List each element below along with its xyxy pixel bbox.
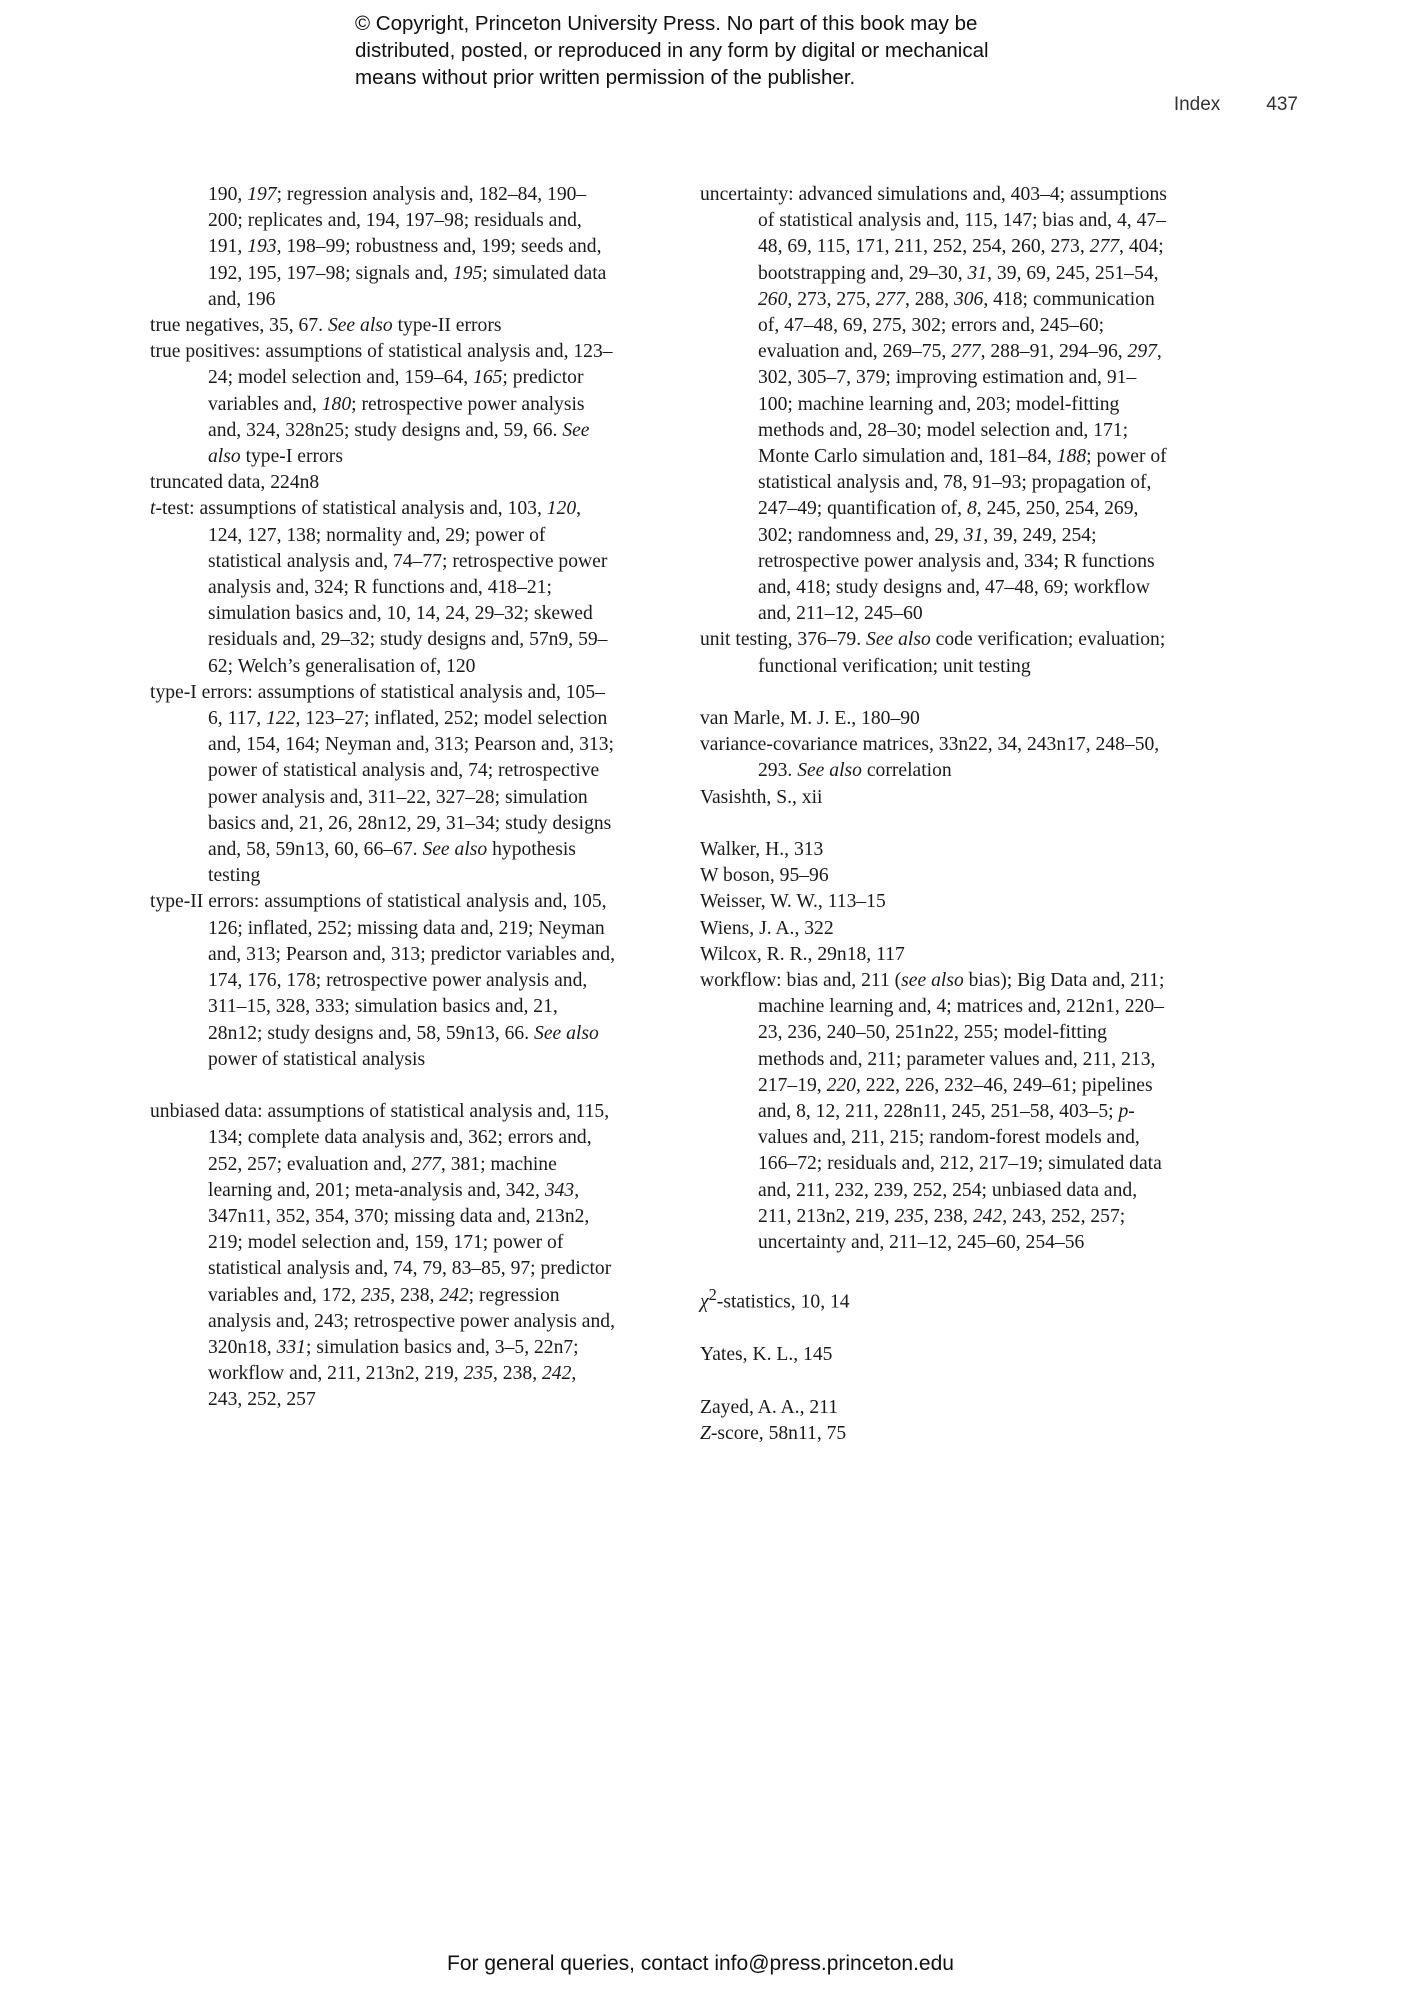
index-entry: true negatives, 35, 67. See also type-II errors — [150, 315, 502, 337]
index-entry: Zayed, A. A., 211 — [700, 1396, 839, 1418]
copyright-line: means without prior written permission of the publisher. — [355, 66, 856, 89]
index-entry: uncertainty: advanced simulations and, 403–4; assumptions of statistical analysis and, 115, 147; bias and, 4, 47–48, 69, 115, 171, 211, 252, 254, 260, 273, 277, 404; bootstrapping and, 29–30, 31, 39, 69, 245, 251–54, 260, 273, 275, 277, 288, 306, 418; communication of, 47–48, 69, 275, 302; errors and, 245–60; evaluation and, 269–75, 277, 288–91, 294–96, 297, 302, 305–7, 379; improving estimation and, 91–100; machine learning and, 203; model-fitting methods and, 28–30; model selection and, 171; Monte Carlo simulation and, 181–84, 188; power of statistical analysis and, 78, 91–93; propagation of, 247–49; quantification of, 8, 245, 250, 254, 269, 302; randomness and, 29, 31, 39, 249, 254; retrospective power analysis and, 334; R functions and, 418; study designs and, 47–48, 69; workflow and, 211–12, 245–60 — [700, 184, 1167, 625]
index-entry: workflow: bias and, 211 (see also bias); Big Data and, 211; machine learning and, 4; matrices and, 212n1, 220–23, 236, 240–50, 251n22, 255; model-fitting methods and, 211; parameter values and, 211, 213, 217–19, 220, 222, 226, 232–46, 249–61; pipelines and, 8, 12, 211, 228n11, 245, 251–58, 403–5; p-values and, 211, 215; random-forest models and, 166–72; residuals and, 212, 217–19; simulated data and, 211, 232, 239, 252, 254; unbiased data and, 211, 213n2, 219, 235, 238, 242, 243, 252, 257; uncertainty and, 211–12, 245–60, 254–56 — [700, 970, 1165, 1254]
index-group-gap — [700, 1256, 1170, 1282]
index-entry: Wilcox, R. R., 29n18, 117 — [700, 943, 905, 965]
index-entry: Z-score, 58n11, 75 — [700, 1423, 847, 1444]
index-entry: Weisser, W. W., 113–15 — [700, 891, 886, 913]
copyright-notice — [355, 10, 1115, 91]
copyright-line: © Copyright, Princeton University Press. No part of this book may be — [355, 12, 978, 35]
index-entry: Walker, H., 313 — [700, 839, 824, 861]
index-entry: type-I errors: assumptions of statistical analysis and, 105–6, 117, 122, 123–27; inflated, 252; model selection and, 154, 164; Neyman and, 313; Pearson and, 313; power of statistical analysis and, 74; retrospective power analysis and, 311–22, 327–28; simulation basics and, 21, 26, 28n12, 29, 31–34; study designs and, 58, 59n13, 60, 66–67. See also hypothesis testing — [150, 681, 614, 887]
index-entry: variance-covariance matrices, 33n22, 34, 243n17, 248–50, 293. See also correlation — [700, 734, 1160, 782]
index-group-gap — [700, 1316, 1170, 1342]
index-entry: Yates, K. L., 145 — [700, 1344, 833, 1366]
index-entry: Vasishth, S., xii — [700, 786, 823, 808]
index-column-left — [150, 182, 615, 1414]
index-entry: type-II errors: assumptions of statistical analysis and, 105, 126; inflated, 252; missing data and, 219; Neyman and, 313; Pearson and, 313; predictor variables and, 174, 176, 178; retrospective power analysis and, 311–15, 328, 333; simulation basics and, 21, 28n12; study designs and, 58, 59n13, 66. See also power of statistical analysis — [150, 891, 616, 1070]
index-entry: 190, 197; regression analysis and, 182–84, 190–200; replicates and, 194, 197–98; residuals and, 191, 193, 198–99; robustness and, 199; seeds and, 192, 195, 197–98; signals and, 195; simulated data and, 196 — [208, 184, 607, 310]
index-column-right — [700, 182, 1170, 1447]
index-entry: $\chi^2$-statistics, 10, 14 — [700, 1285, 850, 1314]
index-group-gap — [700, 680, 1170, 706]
index-entry: Wiens, J. A., 322 — [700, 917, 834, 939]
index-entry: W boson, 95–96 — [700, 865, 829, 887]
index-entry: unit testing, 376–79. See also code verification; evaluation; functional verification; unit testing — [700, 629, 1166, 677]
index-group-gap — [700, 1369, 1170, 1395]
running-head — [1174, 94, 1298, 116]
index-group-gap — [700, 811, 1170, 837]
copyright-line: distributed, posted, or reproduced in any form by digital or mechanical — [355, 39, 989, 62]
index-entry: true positives: assumptions of statistical analysis and, 123–24; model selection and, 159–64, 165; predictor variables and, 180; retrospective power analysis and, 324, 328n25; study designs and, 59, 66. See also type-I errors — [150, 341, 613, 468]
section-label: Index — [1173, 94, 1221, 115]
index-entry: t-test: assumptions of statistical analysis and, 103, 120, 124, 127, 138; normality and, 29; power of statistical analysis and, 74–77; retrospective power analysis and, 324; R functions and, 418–21; simulation basics and, 10, 14, 24, 29–32; skewed residuals and, 29–32; study designs and, 57n9, 59–62; Welch’s generalisation of, 120 — [150, 498, 608, 677]
footer-contact: For general queries, contact info@press.princeton.edu — [447, 1952, 954, 1975]
index-entry: truncated data, 224n8 — [150, 472, 320, 494]
index-entry: unbiased data: assumptions of statistical analysis and, 115, 134; complete data analysis and, 362; errors and, 252, 257; evaluation and, 277, 381; machine learning and, 201; meta-analysis and, 342, 343, 347n11, 352, 354, 370; missing data and, 213n2, 219; model selection and, 159, 171; power of statistical analysis and, 74, 79, 83–85, 97; predictor variables and, 172, 235, 238, 242; regression analysis and, 243; retrospective power analysis and, 320n18, 331; simulation basics and, 3–5, 22n7; workflow and, 211, 213n2, 219, 235, 238, 242, 243, 252, 257 — [150, 1101, 616, 1411]
index-group-gap — [150, 1073, 615, 1099]
index-entry: van Marle, M. J. E., 180–90 — [700, 708, 920, 730]
page-number: 437 — [1266, 94, 1298, 115]
